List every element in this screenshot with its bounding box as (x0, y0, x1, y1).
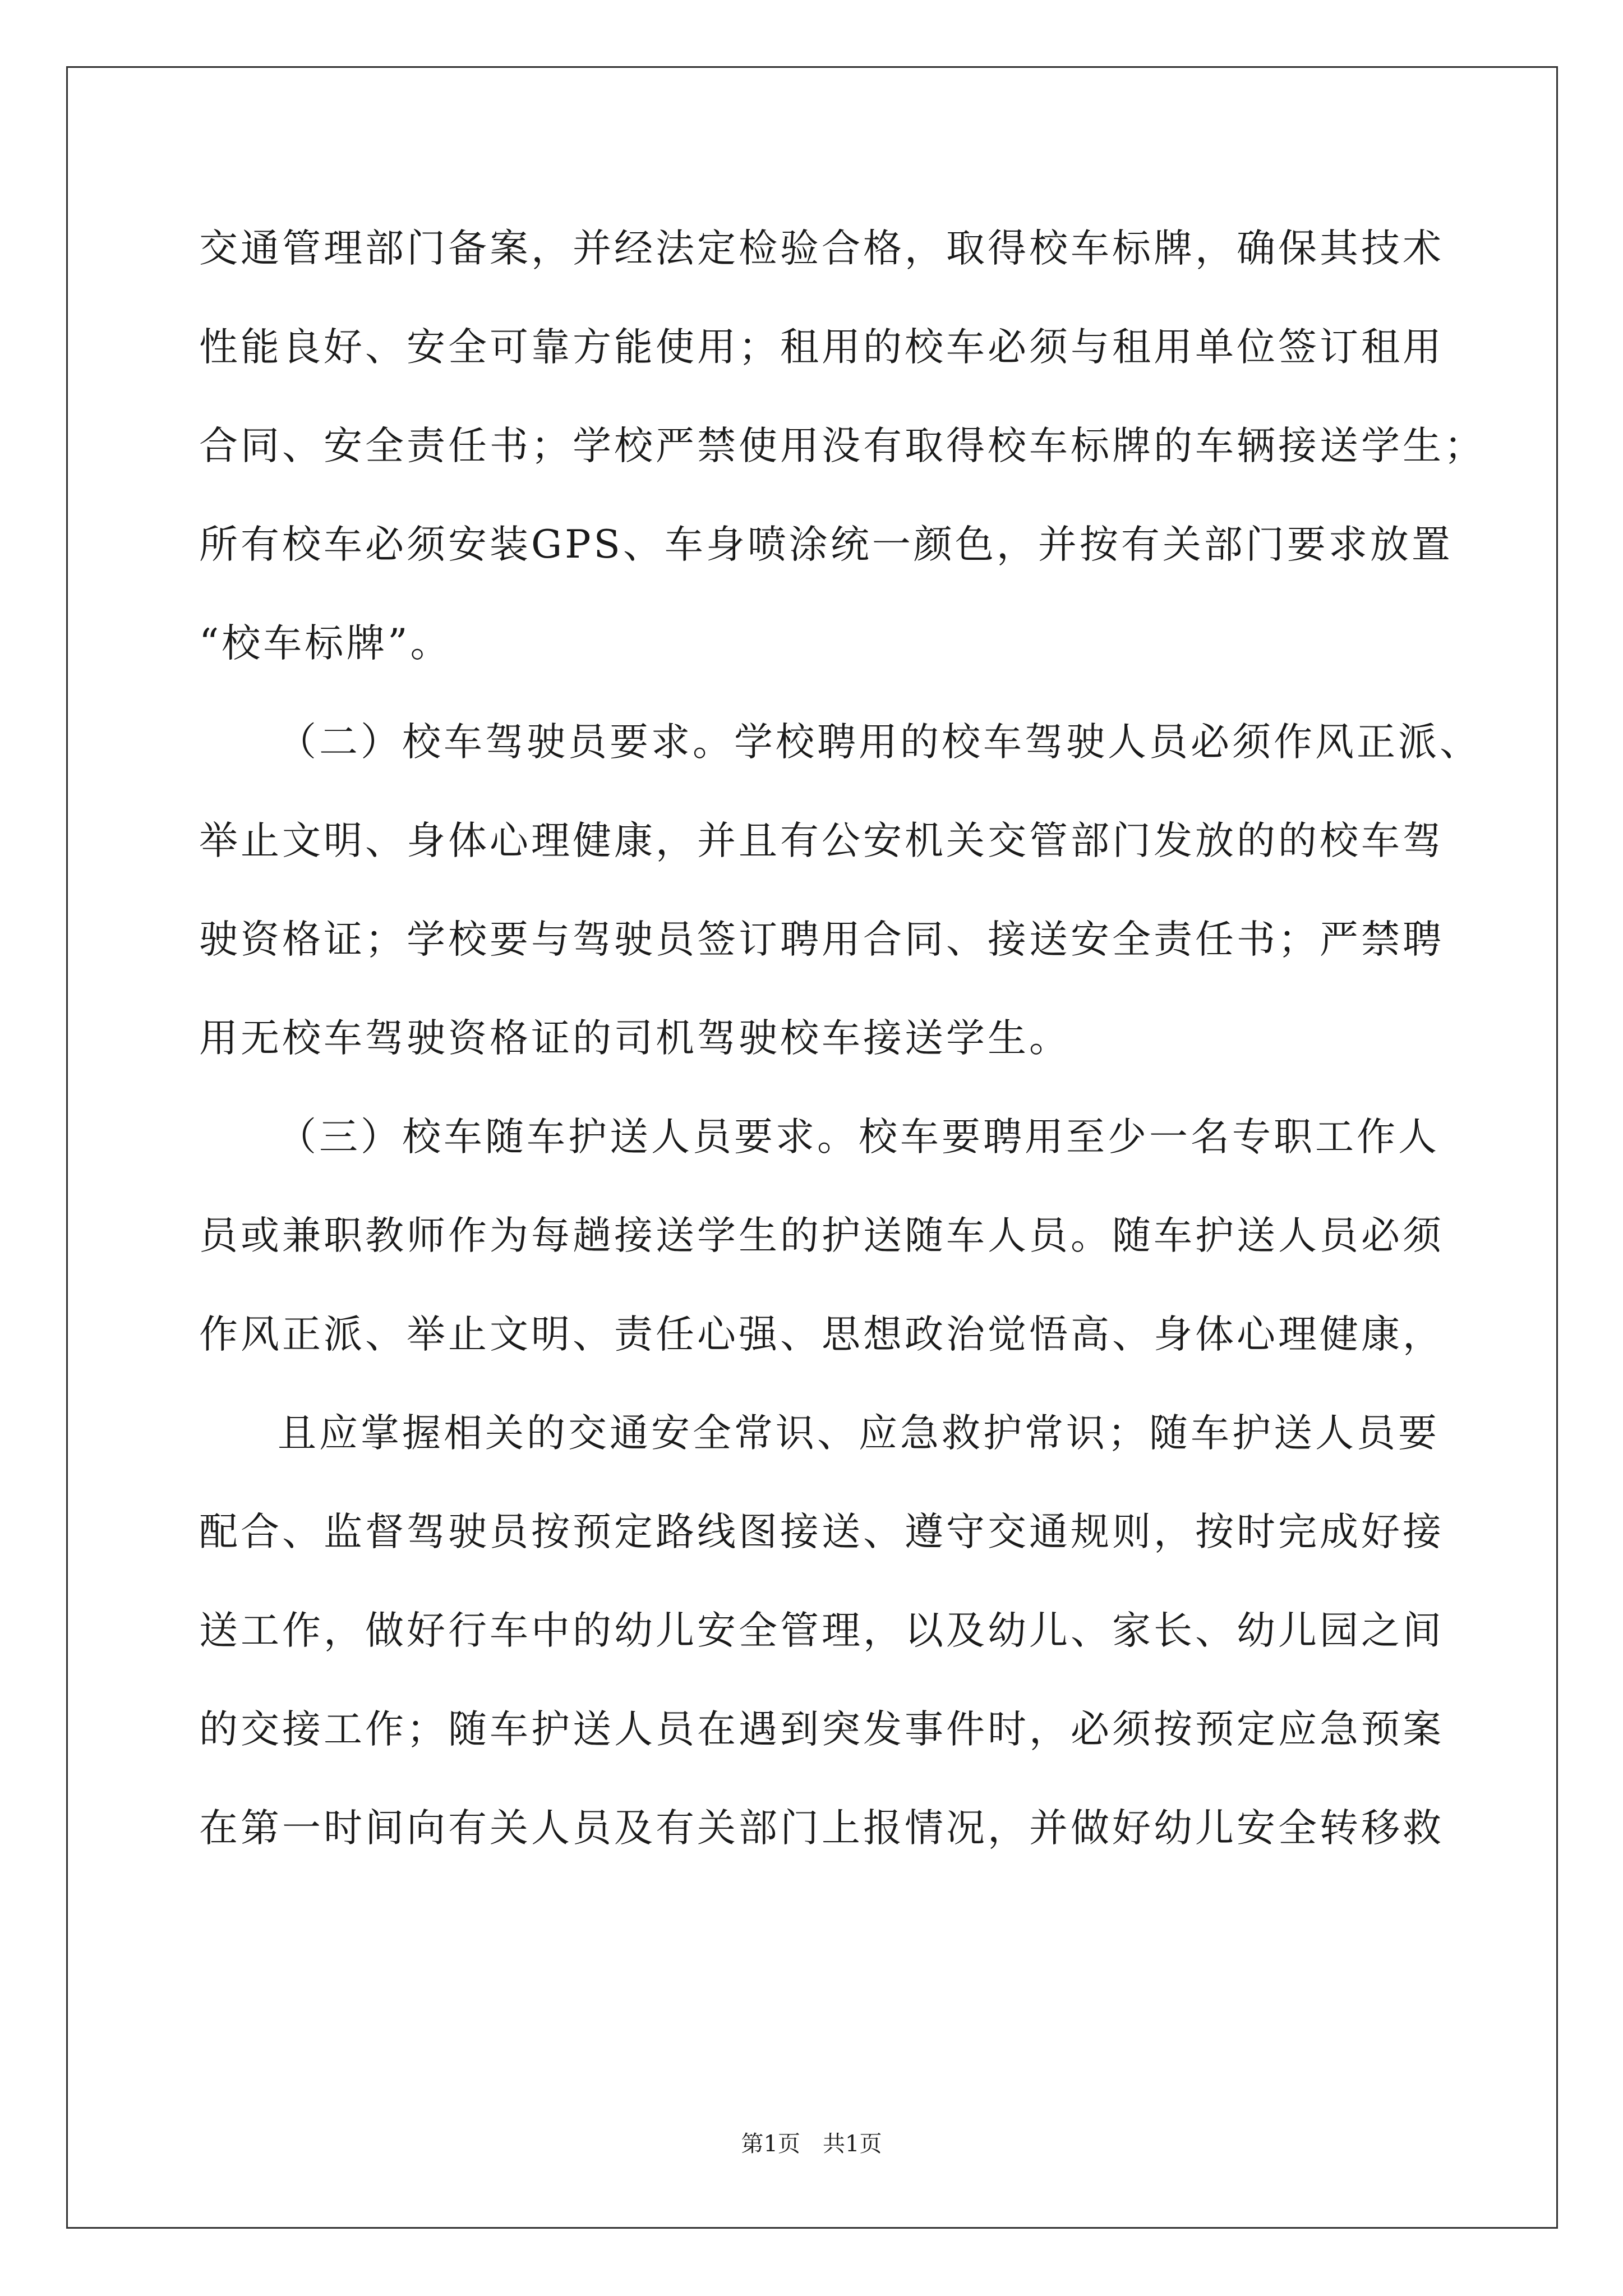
body-text (199, 199, 1486, 1878)
text-line: 合同、安全责任书；学校严禁使用没有取得校车标牌的车辆接送学生； (199, 424, 1486, 468)
text-line: 举止文明、身体心理健康，并且有公安机关交管部门发放的的校车驾 (199, 818, 1444, 863)
text-line: 用无校车驾驶资格证的司机驾驶校车接送学生。 (199, 1016, 1071, 1061)
text-line: 送工作，做好行车中的幼儿安全管理，以及幼儿、家长、幼儿园之间 (199, 1608, 1444, 1653)
text-line: 性能良好、安全可靠方能使用；租用的校车必须与租用单位签订租用 (199, 325, 1444, 370)
text-line: 员或兼职教师作为每趟接送学生的护送随车人员。随车护送人员必须 (199, 1213, 1444, 1258)
text-line: 作风正派、举止文明、责任心强、思想政治觉悟高、身体心理健康， (199, 1312, 1444, 1357)
page-footer (0, 2126, 1623, 2158)
text-line: 且应掌握相关的交通安全常识、应急救护常识；随车护送人员要 (278, 1411, 1440, 1456)
text-line: 交通管理部门备案，并经法定检验合格，取得校车标牌，确保其技术 (199, 226, 1444, 271)
page-number-total: 共1页 (823, 2131, 882, 2157)
text-line: 驶资格证；学校要与驾驶员签订聘用合同、接送安全责任书；严禁聘 (199, 917, 1444, 962)
text-line: （二）校车驾驶员要求。学校聘用的校车驾驶人员必须作风正派、 (278, 720, 1481, 765)
page-number-current: 第1页 (741, 2131, 800, 2157)
text-line: 在第一时间向有关人员及有关部门上报情况，并做好幼儿安全转移救 (199, 1806, 1444, 1851)
text-line: 所有校车必须安装GPS、车身喷涂统一颜色，并按有关部门要求放置 (199, 522, 1453, 567)
text-line: 配合、监督驾驶员按预定路线图接送、遵守交通规则，按时完成好接 (199, 1510, 1444, 1554)
text-line: 的交接工作；随车护送人员在遇到突发事件时，必须按预定应急预案 (199, 1707, 1444, 1752)
text-line: “校车标牌”。 (199, 621, 452, 666)
text-line: （三）校车随车护送人员要求。校车要聘用至少一名专职工作人 (278, 1115, 1440, 1159)
